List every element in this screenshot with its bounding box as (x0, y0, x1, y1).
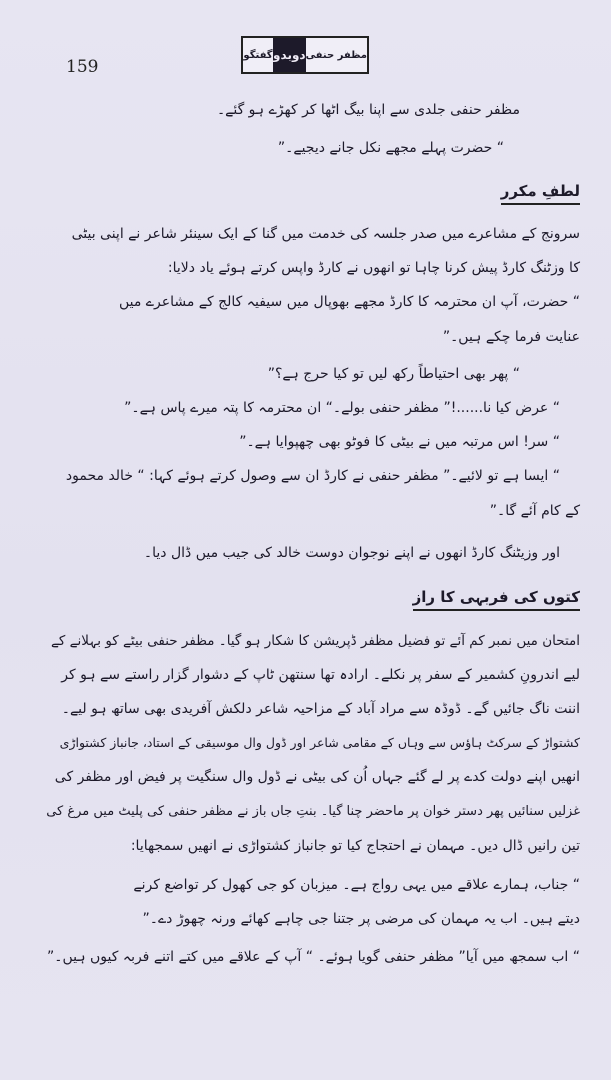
paragraph-line: لیے اندرونِ کشمیر کے سفر پر نکلے۔ ارادہ تھا سنتھن ٹاپ کے دشوار گزار راستے سے ہو کر (61, 667, 580, 683)
paragraph-line: “ حضرت پہلے مجھے نکل جانے دیجیے۔” (277, 140, 504, 156)
section-heading: لطفِ مکرر (501, 182, 580, 205)
paragraph-line: اور وزیٹنگ کارڈ انھوں نے اپنے نوجوان دوست خالد کی جیب میں ڈال دیا۔ (143, 545, 560, 561)
paragraph-line: غزلیں سنائیں پھر دستر خوان پر ماحضر چنا گیا۔ بنتِ جاں باز نے مظفر حنفی کی پلیٹ میں مرغ کی (46, 804, 580, 819)
paragraph-line: اننت ناگ جائیں گے۔ ڈوڈہ سے مراد آباد کے مزاحیہ شاعر دلکش آفریدی بھی ساتھ ہو لیے۔ (61, 701, 580, 717)
paragraph-line: “ ایسا ہے تو لائیے۔” مظفر حنفی نے کارڈ ان سے وصول کرتے ہوئے کہا: “ خالد محمود (65, 468, 560, 484)
header-right-text: مظفر حنفی (305, 49, 367, 61)
paragraph-line: مظفر حنفی جلدی سے اپنا بیگ اٹھا کر کھڑے ہو گئے۔ (216, 102, 520, 118)
paragraph-line: تین رانیں ڈال دیں۔ مہمان نے احتجاج کیا تو جانباز کشتواڑی نے انھیں سمجھایا: (130, 838, 580, 854)
paragraph-line: عنایت فرما چکے ہیں۔” (442, 329, 580, 345)
paragraph-line: “ عرض کیا نا......!” مظفر حنفی بولے۔“ ان محترمہ کا پتہ میرے پاس ہے۔” (124, 400, 560, 416)
paragraph-line: “ اب سمجھ میں آیا” مظفر حنفی گویا ہوئے۔ “ آپ کے علاقے میں کتے اتنے فربہ کیوں ہیں۔” (47, 949, 580, 965)
paragraph-line: دیتے ہیں۔ اب یہ مہمان کی مرضی پر جتنا جی چاہے کھائے ورنہ چھوڑ دے۔” (142, 911, 580, 927)
paragraph-line: سرونج کے مشاعرے میں صدر جلسہ کی خدمت میں گنا کے ایک سینئر شاعر نے اپنی بیٹی (71, 226, 580, 242)
paragraph-line: کشتواڑ کے سرکٹ ہاؤس سے وہاں کے مقامی شاعر اور ڈول وال موسیقی کے استاد، جانباز کشتواڑی (59, 735, 580, 750)
header-left-text: گفتگو (243, 49, 273, 61)
paragraph-line: کے کام آئے گا۔” (489, 503, 580, 519)
paragraph-line: کا وزٹنگ کارڈ پیش کرنا چاہا تو انھوں نے کارڈ واپس کرتے ہوئے یاد دلایا: (167, 260, 580, 276)
paragraph-line: “ پھر بھی احتیاطاً رکھ لیں تو کیا حرج ہے؟” (267, 366, 520, 382)
paragraph-line: انھیں اپنے دولت کدے پر لے گئے جہاں اُن کی بیٹی نے ڈول وال سنگیت پر فیض اور مظفر کی (54, 769, 580, 785)
running-header (241, 36, 369, 74)
paragraph-line: امتحان میں نمبر کم آئے تو فضیل مظفر ڈپریشن کا شکار ہو گیا۔ مظفر حنفی بیٹے کو بہلانے کے (51, 633, 580, 649)
paragraph-line: “ جناب، ہمارے علاقے میں یہی رواج ہے۔ میزبان کو جی کھول کر تواضع کرنے (133, 877, 580, 893)
paragraph-line: “ سر! اس مرتبہ میں نے بیٹی کا فوٹو بھی چھپوایا ہے۔” (239, 434, 560, 450)
page-number: 159 (66, 57, 99, 77)
header-middle-text: دوبدو (273, 38, 306, 72)
paragraph-line: “ حضرت، آپ ان محترمہ کا کارڈ مجھے بھوپال میں سیفیہ کالج کے مشاعرے میں (118, 294, 580, 310)
section-heading: کتوں کی فربہی کا راز (413, 588, 580, 611)
